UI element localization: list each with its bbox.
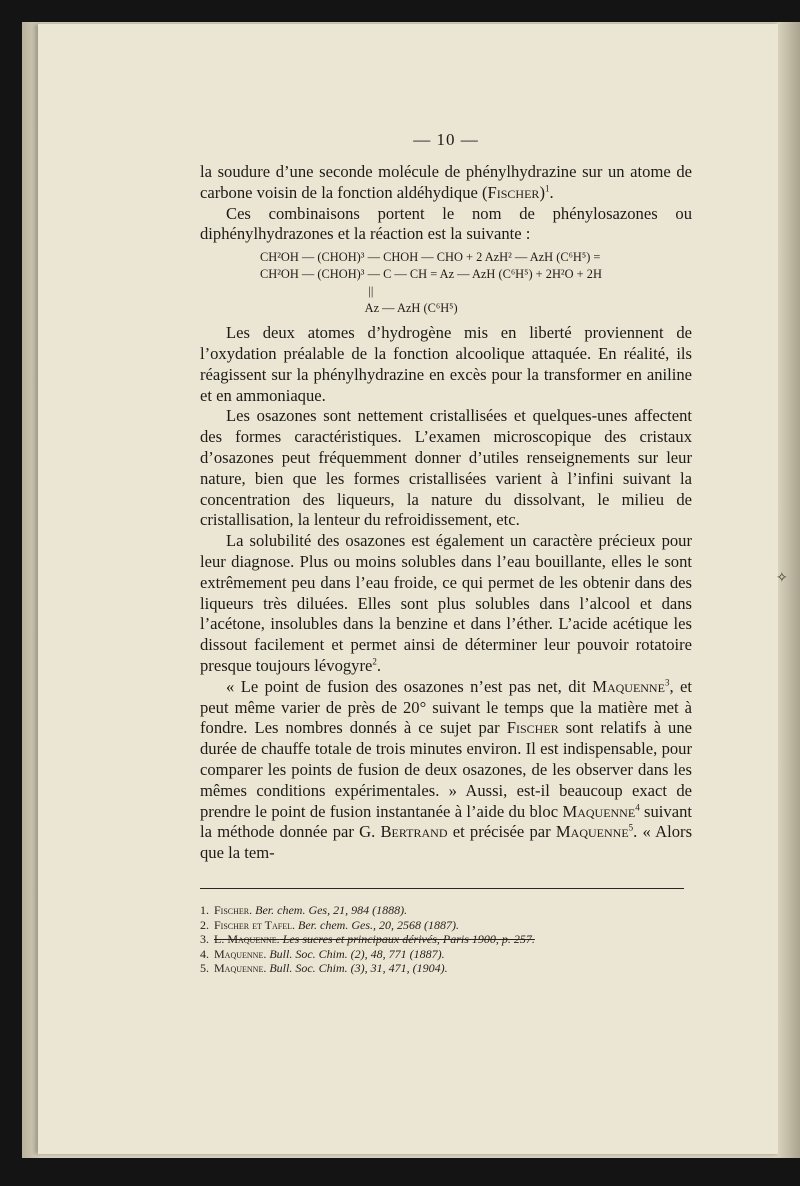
text: suivant la méthode donnée par G. — [200, 801, 692, 842]
footnote-author: Maquenne. — [214, 961, 267, 976]
text: , et peut même varier de près de 20° suivant le temps que la matière met à fondre. Les nombres donnés à ce sujet par — [200, 676, 692, 738]
footnote-ref[interactable]: 1 — [544, 183, 550, 194]
paragraph-3: Les deux atomes d’hydrogène mis en liberté proviennent de l’oxydation préalable de la fonction alcoolique attaquée. En réalité, ils réagissent sur la phénylhydrazine en excès pour la transformer en aniline et en ammoniaque. — [200, 323, 692, 405]
author-name: Bertrand — [380, 822, 448, 842]
text: La solubilité des osazones est également un caractère précieux pour leur diagnose. Plus ou moins solubles dans l’eau bouillante, elles le sont extrêmement peu dans l’eau froide, ce qui permet de les obtenir dans des liqueurs très diluées. Elles sont plus solubles dans l’alcool et dans l’acétone, insolubles dans la benzine et dans l’éther. L’acide acétique les dissout facilement et permet ainsi de déterminer leur pouvoir rotatoire presque toujours lévogyre — [200, 531, 692, 675]
footnote-3 — [200, 932, 670, 947]
author-name: Maquenne — [562, 801, 636, 821]
author-name: Maquenne — [555, 822, 629, 842]
footnote-author: Maquenne. — [214, 946, 267, 961]
footnote-text: Les sucres et principaux dérivés, Paris 1900, p. 257. — [279, 932, 535, 947]
text: sont relatifs à une durée de chauffe totale de trois minutes environ. Il est indispensable, pour comparer les points de fusion de deux osazones, de les observer dans les mêmes conditions expérimentales. » Aussi, est-il beaucoup exact de prendre le point de fusion instantanée à l’aide du bloc — [200, 718, 692, 821]
paragraph-1: la soudure d’une seconde molécule de phénylhydrazine sur un atome de carbone voisin de la fonction aldéhydique (Fischer)$^1$. — [200, 162, 692, 202]
paragraph-2: Ces combinaisons portent le nom de phénylosazones ou diphénylhydrazones et la réaction est la suivante : — [200, 203, 692, 244]
footnote-text: Bull. Soc. Chim. (3), 31, 471, (1904). — [266, 961, 448, 976]
footnote-number: 3. — [200, 932, 209, 947]
next-page-edge — [778, 22, 800, 1158]
page-content — [200, 130, 692, 864]
footnote-author: Fischer. — [214, 903, 253, 917]
text: et précisée par — [447, 822, 556, 842]
text: . — [376, 655, 382, 675]
text: . « Alors que la tem- — [200, 822, 693, 863]
paragraph-4: Les osazones sont nettement cristallisées et quelques-unes affectent des formes caractéristiques. L’examen microscopique des cristaux d’osazones peut fréquemment donner d’utiles renseignements sur leur nature, bien que les formes cristallisées varient à l’infini suivant la concentration des liqueurs, la nature du dissolvant, le milieu de cristallisation, la lenteur du refroidissement, etc. — [200, 406, 692, 530]
text: . — [549, 182, 554, 202]
footnote-number: 5. — [200, 961, 209, 976]
footnote-text: Ber. chem. Ges, 21, 984 (1888). — [252, 903, 408, 917]
footnote-author: L. Maquenne. — [214, 932, 280, 947]
author-name: Fischer — [506, 718, 559, 738]
formula-line-2: CH²OH — (CHOH)³ — C — CH = Az — AzH (C⁶H⁵) + 2H²O + 2H — [260, 267, 602, 282]
text: « Le point de fusion des osazones n’est pas net, dit — [226, 676, 593, 696]
author-name: Fischer — [487, 182, 540, 202]
footnote-ref[interactable]: 5 — [628, 822, 634, 833]
text: la soudure d’une seconde molécule de phénylhydrazine sur un atome de carbone voisin de la fonction aldéhydique ( — [200, 162, 692, 202]
footnote-ref[interactable]: 4 — [635, 801, 640, 812]
footnote-text: Ber. chem. Ges., 20, 2568 (1887). — [295, 917, 459, 932]
formula-line-4: Az — AzH (C⁶H⁵) — [260, 301, 458, 316]
footnote-1 — [200, 903, 670, 918]
paragraph-6 — [200, 677, 692, 864]
page-mark: ✧ — [776, 571, 788, 586]
page-number: — 10 — — [413, 130, 479, 149]
footnote-ref[interactable]: 2 — [372, 656, 377, 667]
footnote-ref[interactable]: 3 — [664, 677, 670, 688]
formula-line-3: || — [260, 284, 374, 299]
footnote-2 — [200, 918, 670, 933]
footnote-number: 1. — [200, 903, 209, 917]
author-name: Maquenne — [592, 676, 665, 696]
chemical-formula — [260, 249, 692, 317]
footnote-author: Fischer et Tafel. — [214, 917, 296, 932]
footnote-number: 2. — [200, 917, 209, 932]
footnote-4 — [200, 947, 670, 962]
formula-line-1: CH²OH — (CHOH)³ — CHOH — CHO + 2 AzH² — AzH (C⁶H⁵) = — [260, 250, 601, 265]
footnote-number: 4. — [200, 946, 209, 961]
footnote-text: Bull. Soc. Chim. (2), 48, 771 (1887). — [266, 946, 445, 961]
paragraph-5 — [200, 531, 692, 677]
footnotes — [200, 903, 670, 976]
footnote-5 — [200, 961, 670, 976]
footnote-divider — [200, 888, 684, 889]
